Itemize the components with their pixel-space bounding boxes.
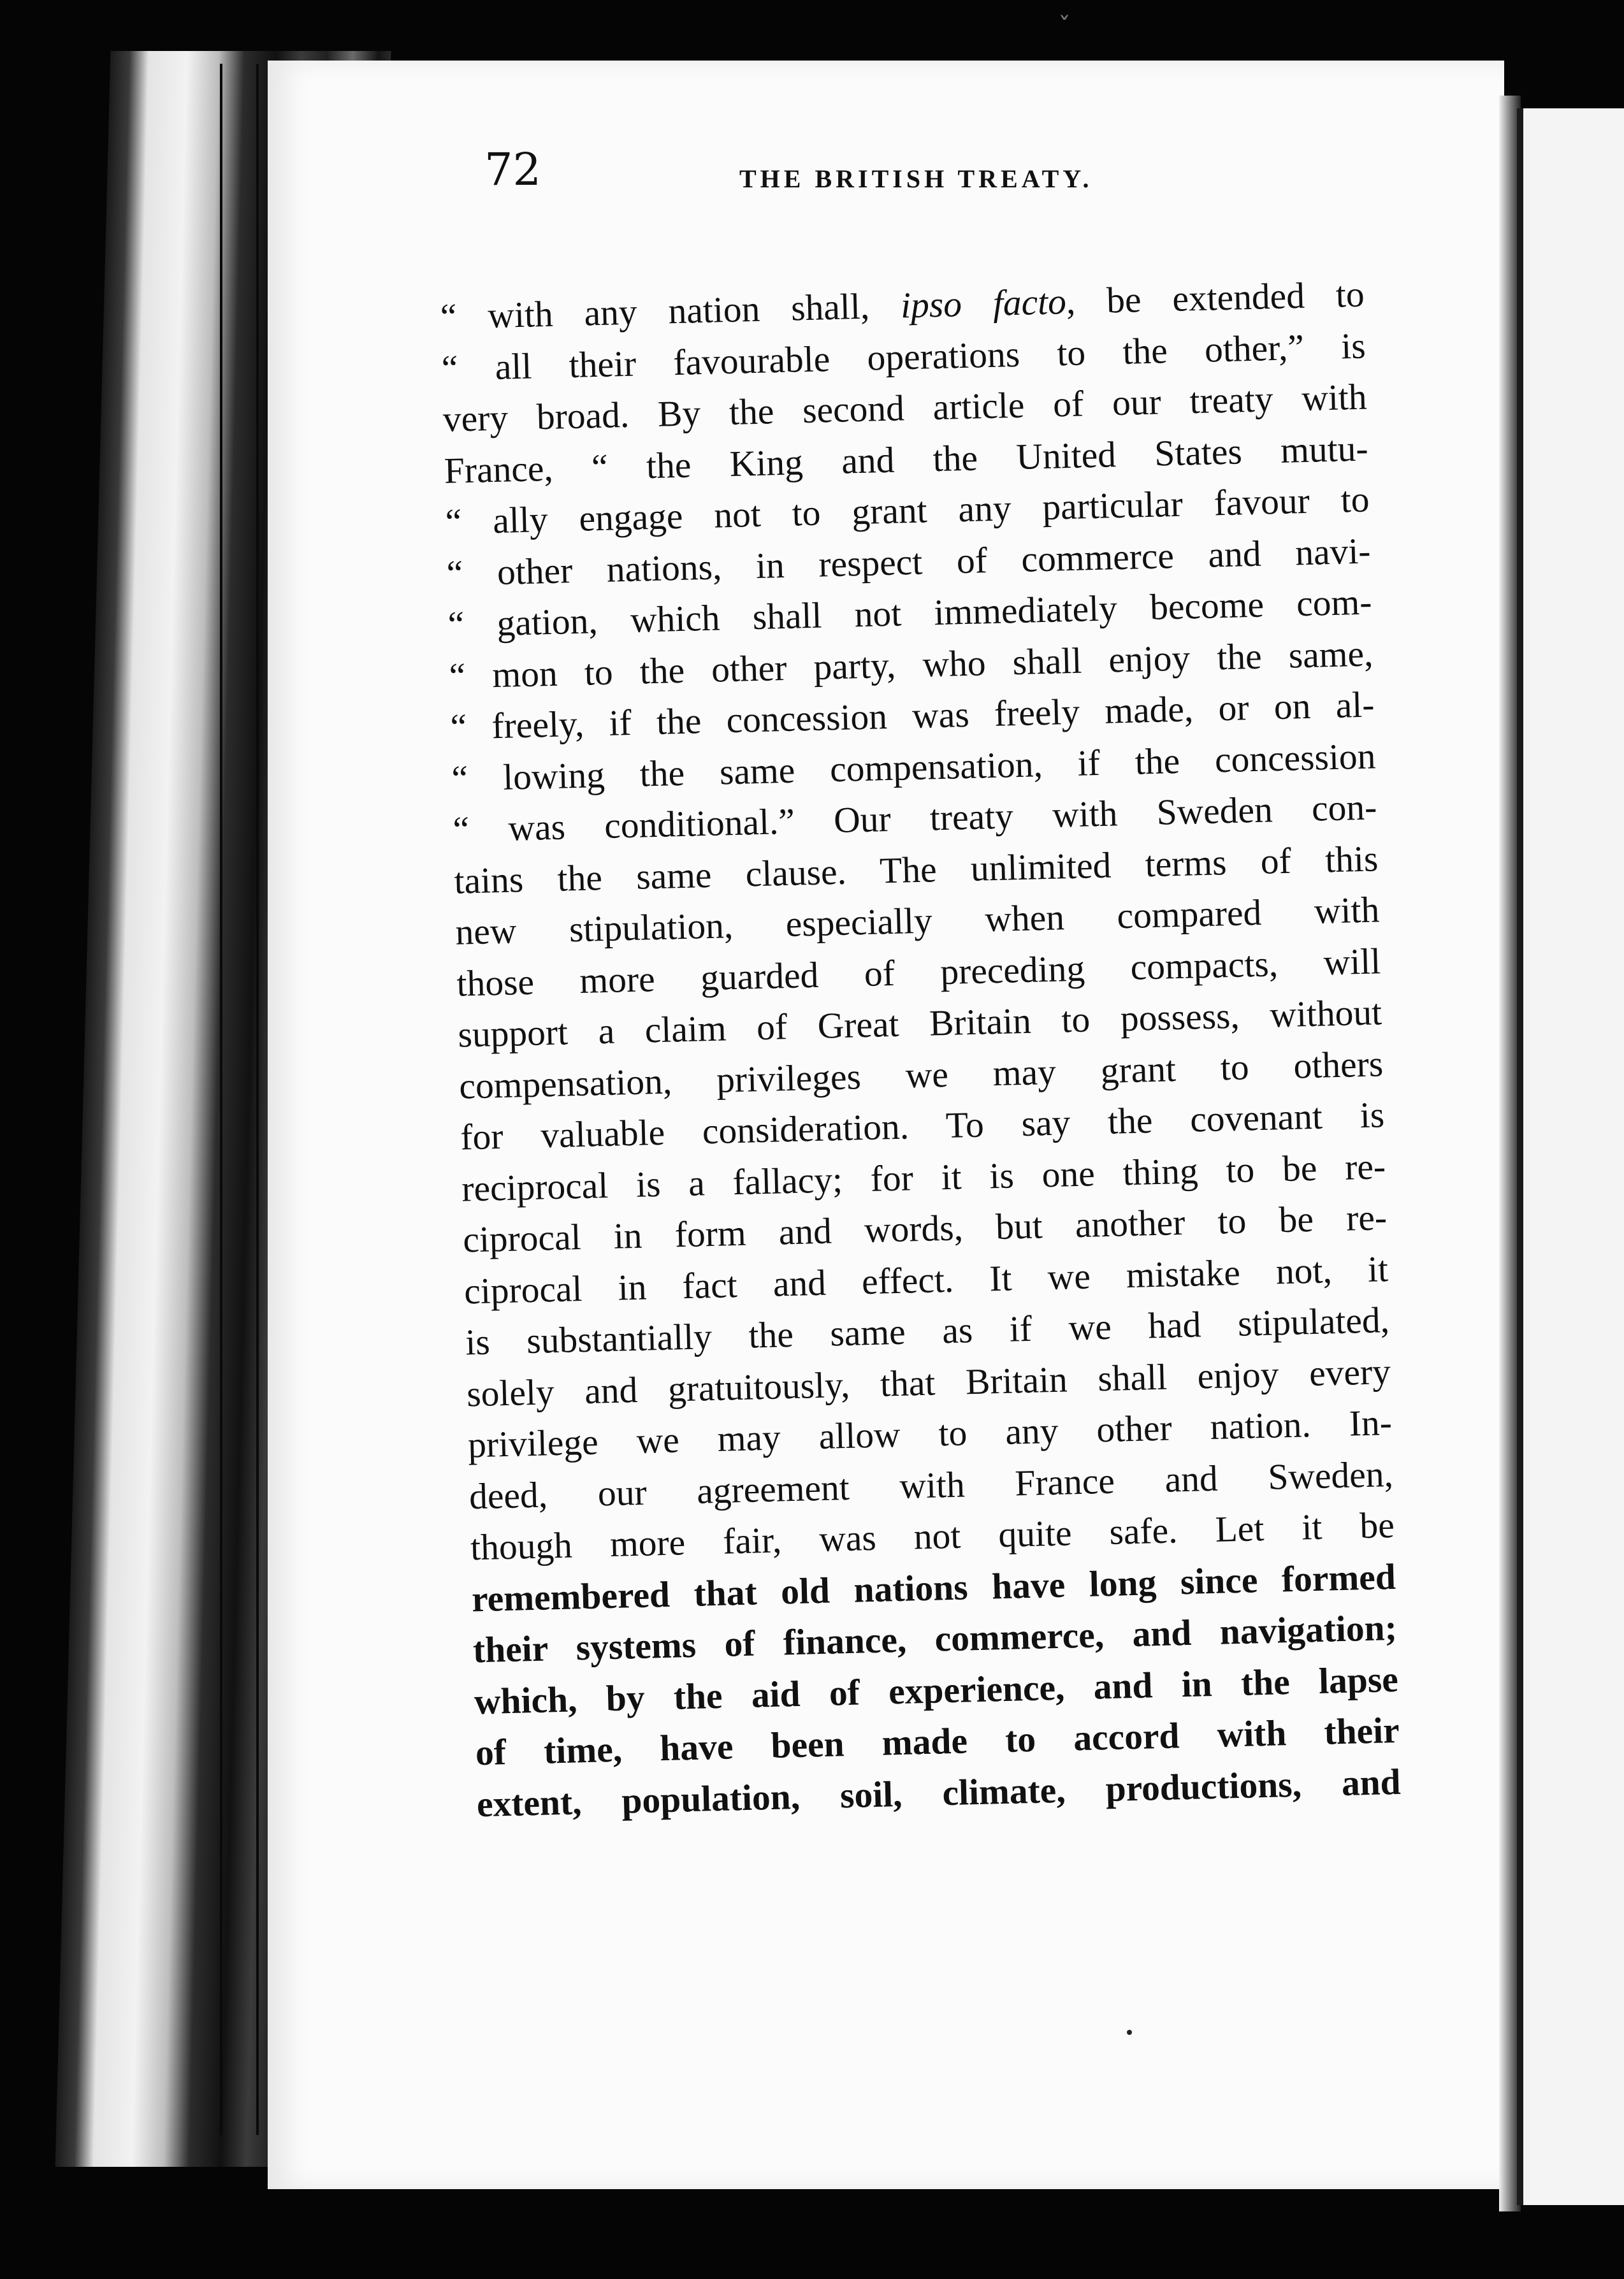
text-line: is substantially the same as if we had stipulated,	[465, 1300, 1390, 1363]
page-header	[484, 143, 1479, 220]
text-line: privilege we may allow to any other nation. In-	[467, 1403, 1393, 1466]
text-line: compensation, privileges we may grant to others	[458, 1043, 1384, 1107]
text-line: “ other nations, in respect of commerce and navi-	[446, 530, 1372, 594]
text-line: for valuable consideration. To say the covenant is	[460, 1095, 1385, 1158]
text-line: new stipulation, especially when compared with	[454, 890, 1380, 953]
text-line: “ ally engage not to grant any particular favour to	[445, 479, 1370, 542]
text-line: “ gation, which shall not immediately become com-	[447, 582, 1373, 645]
text-line: ciprocal in fact and effect. It we mistake not, it	[463, 1248, 1389, 1312]
text-line: very broad. By the second article of our treaty with	[442, 377, 1368, 440]
text-line: ciprocal in form and words, but another to be re-	[462, 1197, 1388, 1261]
text-line: solely and gratuitously, that Britain shall enjoy every	[466, 1351, 1391, 1414]
text-line: of time, have been made to accord with their	[475, 1710, 1400, 1774]
running-title: THE BRITISH TREATY.	[739, 164, 1093, 193]
text-line: France, “ the King and the United States mutu-	[444, 428, 1369, 491]
facing-page-edge	[1517, 108, 1624, 2205]
text-line: “ mon to the other party, who shall enjoy the same,	[448, 633, 1374, 697]
page-number: 72	[484, 143, 542, 196]
text-line: “ with any nation shall, ipso facto, be extended to	[440, 274, 1365, 337]
text-line: those more guarded of preceding compacts, will	[456, 941, 1381, 1004]
ink-speck	[1127, 2030, 1132, 2035]
text-line: reciprocal is a fallacy; for it is one thing to be re-	[461, 1146, 1386, 1210]
text-line: “ lowing the same compensation, if the concession	[451, 735, 1377, 799]
text-line: though more fair, was not quite safe. Let it be	[470, 1505, 1395, 1568]
text-line: extent, population, soil, climate, productions, and	[476, 1762, 1402, 1825]
text-line: “ all their favourable operations to the other,” is	[441, 326, 1367, 389]
text-line: “ freely, if the concession was freely made, or on al-	[449, 684, 1375, 748]
scan-artifact-mark: ˇ	[1058, 13, 1071, 42]
italic-phrase: ipso facto	[900, 282, 1067, 326]
text-line: remembered that old nations have long since formed	[471, 1556, 1396, 1619]
text-line: deed, our agreement with France and Sweden,	[468, 1454, 1394, 1517]
text-line: their systems of finance, commerce, and navigation;	[472, 1607, 1398, 1671]
text-line: tains the same clause. The unlimited terms of this	[453, 838, 1379, 902]
text-line: support a claim of Great Britain to possess, without	[457, 992, 1382, 1055]
body-text	[440, 270, 1402, 1831]
text-line: “ was conditional.” Our treaty with Sweden con-	[452, 787, 1377, 850]
page-edge-line	[256, 64, 259, 2135]
text-line: which, by the aid of experience, and in the lapse	[474, 1659, 1399, 1722]
page-edge-line	[220, 64, 222, 2135]
